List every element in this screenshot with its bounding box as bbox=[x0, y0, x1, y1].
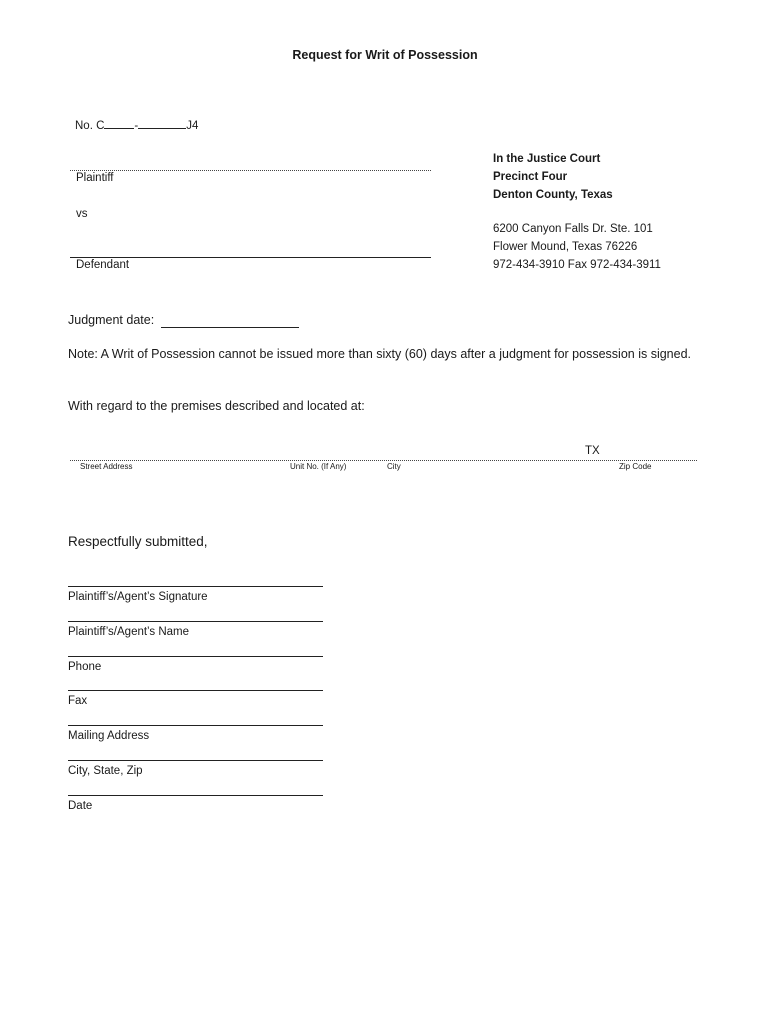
state-value: TX bbox=[585, 445, 600, 457]
mailing-address-line[interactable] bbox=[68, 725, 323, 726]
signature-label: Plaintiff’s/Agent’s Signature bbox=[68, 591, 208, 603]
city-state-zip-label: City, State, Zip bbox=[68, 765, 143, 777]
phone-label: Phone bbox=[68, 661, 102, 673]
signature-line[interactable] bbox=[68, 586, 323, 587]
judgment-date-field[interactable] bbox=[161, 327, 299, 328]
fax-line[interactable] bbox=[68, 690, 323, 691]
vs-label: vs bbox=[76, 208, 88, 220]
fax-label: Fax bbox=[68, 695, 88, 707]
case-number bbox=[75, 117, 198, 132]
city-label: City bbox=[387, 462, 401, 471]
writ-note: Note: A Writ of Possession cannot be issued more than sixty (60) days after a judgment for possession is signed. bbox=[68, 347, 692, 361]
address-line[interactable] bbox=[70, 460, 697, 461]
date-line[interactable] bbox=[68, 795, 323, 796]
city-state-zip-line[interactable] bbox=[68, 760, 323, 761]
case-number-suffix: J4 bbox=[186, 120, 199, 132]
mailing-address-label: Mailing Address bbox=[68, 730, 150, 742]
zip-code-label: Zip Code bbox=[619, 462, 652, 471]
defendant-label: Defendant bbox=[76, 259, 130, 271]
phone-line[interactable] bbox=[68, 656, 323, 657]
plaintiff-label: Plaintiff bbox=[76, 172, 114, 184]
case-number-field-2[interactable] bbox=[138, 117, 186, 129]
defendant-line[interactable] bbox=[70, 257, 431, 258]
court-address-1: 6200 Canyon Falls Dr. Ste. 101 bbox=[493, 223, 653, 235]
unit-number-label: Unit No. (If Any) bbox=[290, 462, 347, 471]
court-county: Denton County, Texas bbox=[493, 189, 613, 201]
date-label: Date bbox=[68, 800, 93, 812]
court-address-2: Flower Mound, Texas 76226 bbox=[493, 241, 638, 253]
court-phone-fax: 972-434-3910 Fax 972-434-3911 bbox=[493, 259, 661, 271]
name-label: Plaintiff’s/Agent’s Name bbox=[68, 626, 190, 638]
case-number-field-1[interactable] bbox=[104, 117, 134, 129]
street-address-label: Street Address bbox=[80, 462, 133, 471]
judgment-date-label: Judgment date: bbox=[68, 313, 155, 327]
plaintiff-line[interactable] bbox=[70, 170, 431, 171]
case-number-prefix: No. C bbox=[75, 120, 105, 132]
court-name: In the Justice Court bbox=[493, 153, 601, 165]
court-precinct: Precinct Four bbox=[493, 171, 568, 183]
name-line[interactable] bbox=[68, 621, 323, 622]
case-number-separator: - bbox=[134, 120, 139, 132]
premises-label: With regard to the premises described and located at: bbox=[68, 399, 365, 413]
respectfully-submitted: Respectfully submitted, bbox=[68, 534, 208, 549]
page-title: Request for Writ of Possession bbox=[292, 48, 478, 62]
